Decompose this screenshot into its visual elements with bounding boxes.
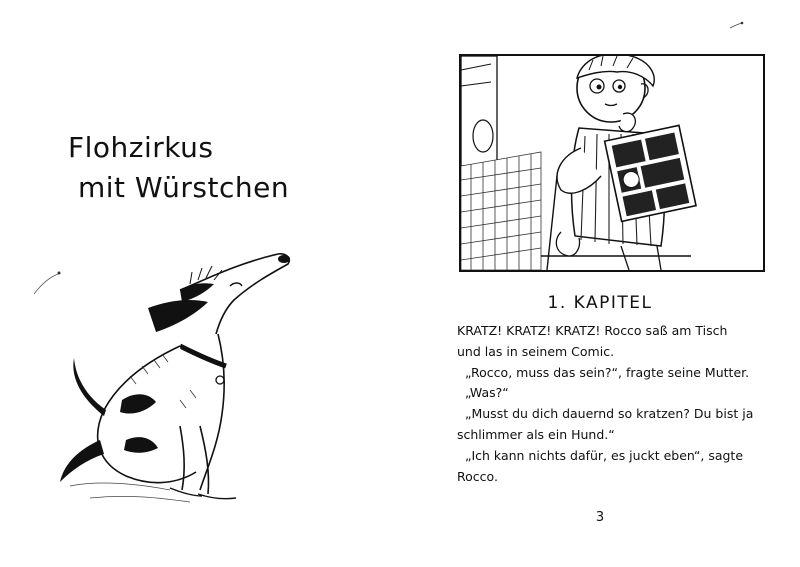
- dog-illustration: [30, 250, 330, 510]
- text-line: „Was?“: [465, 385, 509, 401]
- chapter-body-text: [457, 321, 777, 487]
- text-line: „Musst du dich dauernd so kratzen? Du bist ja: [465, 406, 754, 422]
- text-line: „Rocco, muss das sein?“, fragte seine Mutter.: [465, 364, 750, 380]
- story-title: [68, 128, 289, 208]
- text-line: KRATZ! KRATZ! KRATZ! Rocco saß am Tisch: [457, 323, 728, 338]
- story-title-line-2: mit Würstchen: [78, 171, 290, 204]
- text-line: „Ich kann nichts dafür, es juckt eben“, sagte: [465, 447, 744, 463]
- text-line: und las in seinem Comic.: [457, 343, 615, 359]
- boy-reading-comic-illustration: [459, 54, 765, 272]
- flea-sketch-icon: [728, 20, 744, 30]
- text-line: Rocco.: [457, 468, 498, 484]
- chapter-heading: 1. KAPITEL: [547, 293, 653, 313]
- story-title-line-1: Flohzirkus: [68, 131, 214, 164]
- boy-reading-comic-drawing: [461, 56, 763, 270]
- right-page: [400, 0, 800, 567]
- text-line: schlimmer als ein Hund.“: [457, 426, 615, 442]
- page-number: 3: [595, 510, 605, 525]
